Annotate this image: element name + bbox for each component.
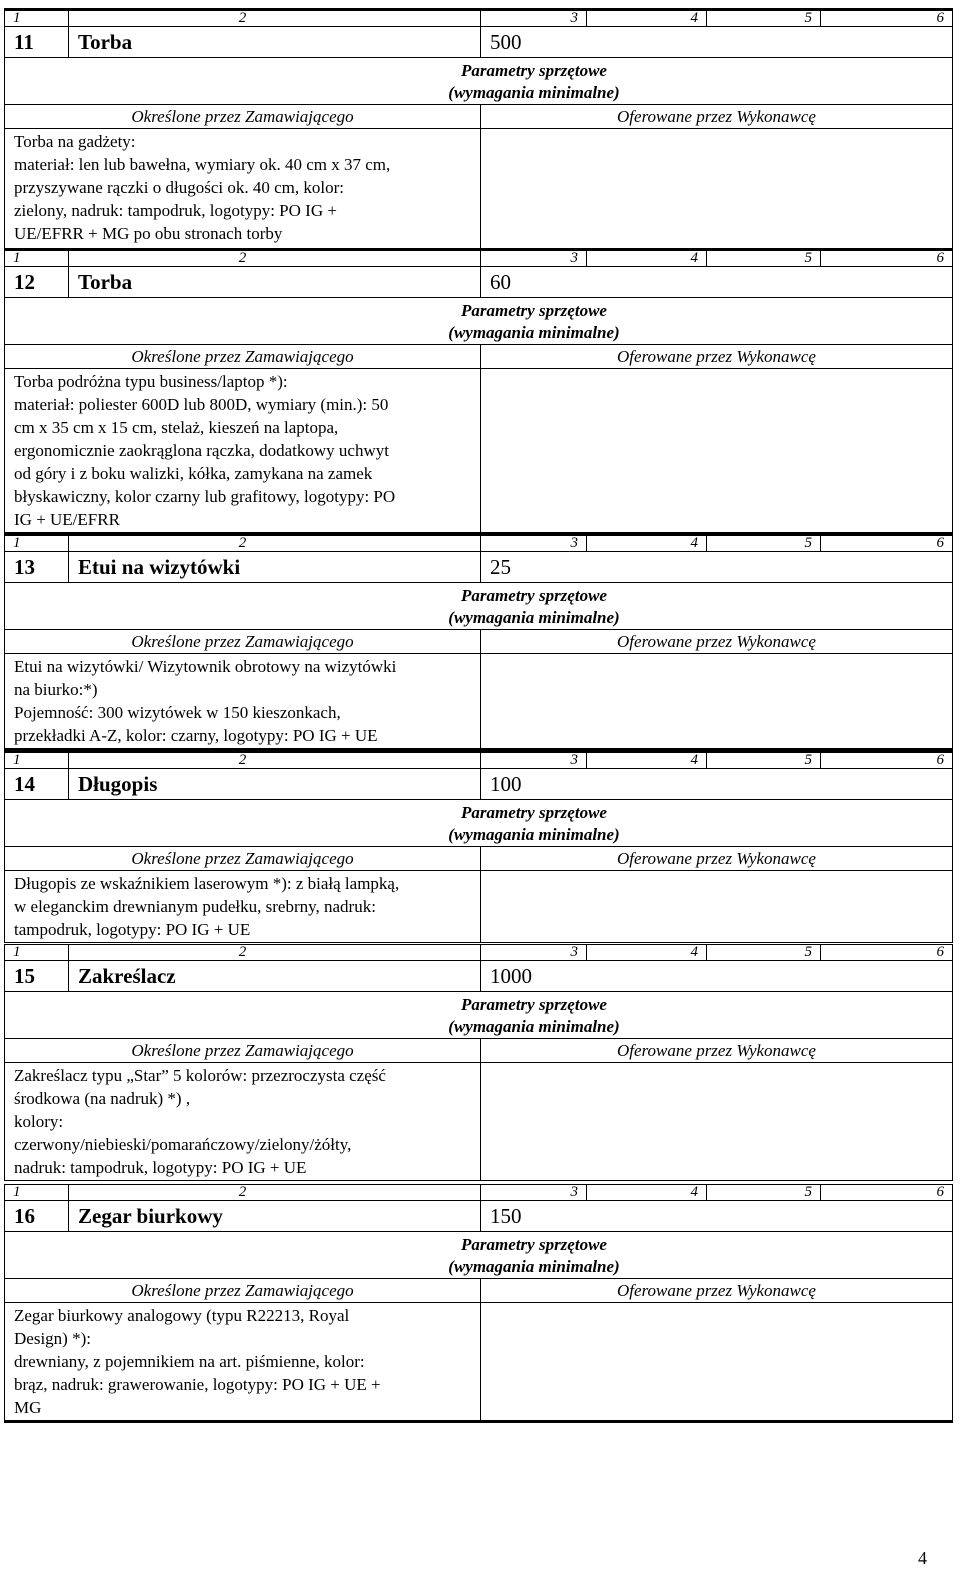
item-name: Zakreślacz (69, 961, 481, 992)
col-num-4: 4 (587, 10, 707, 27)
params-header (5, 800, 953, 847)
item-description (5, 369, 481, 534)
col-num-1: 1 (5, 945, 69, 961)
col-num-1: 1 (5, 10, 69, 27)
params-row (5, 298, 953, 345)
heads-row (5, 345, 953, 369)
desc-line: przekładki A-Z, kolor: czarny, logotypy: PO IG + UE (14, 726, 378, 745)
params-header (5, 298, 953, 345)
item-quantity: 1000 (481, 961, 953, 992)
item-number: 15 (5, 961, 69, 992)
item-name: Torba (69, 27, 481, 58)
params-line-1: Parametry sprzętowe (461, 586, 607, 605)
offered-value-cell (481, 871, 953, 943)
col-num-2: 2 (69, 535, 481, 552)
col-num-2: 2 (69, 752, 481, 769)
head-ordered-by-client: Określone przez Zamawiającego (5, 630, 481, 654)
params-row (5, 800, 953, 847)
offered-value-cell (481, 1303, 953, 1422)
page-number: 4 (918, 1548, 927, 1568)
desc-row (5, 129, 953, 250)
col-num-5: 5 (707, 752, 821, 769)
params-line-2: (wymagania minimalne) (448, 608, 620, 627)
heads-row (5, 847, 953, 871)
desc-line: Pojemność: 300 wizytówek w 150 kieszonkach, (14, 703, 341, 722)
params-line-2: (wymagania minimalne) (448, 323, 620, 342)
head-ordered-by-client: Określone przez Zamawiającego (5, 105, 481, 129)
desc-line: w eleganckim drewnianym pudełku, srebrny, nadruk: (14, 897, 376, 916)
params-header (5, 1232, 953, 1279)
col-num-2: 2 (69, 945, 481, 961)
head-offered-by-contractor: Oferowane przez Wykonawcę (481, 1279, 953, 1303)
desc-line: Torba podróżna typu business/laptop *): (14, 372, 288, 391)
desc-line: ergonomicznie zaokrąglona rączka, dodatkowy uchwyt (14, 441, 389, 460)
offered-value-cell (481, 129, 953, 250)
head-ordered-by-client: Określone przez Zamawiającego (5, 1279, 481, 1303)
desc-line: brąz, nadruk: grawerowanie, logotypy: PO IG + UE + (14, 1375, 381, 1394)
item-number: 14 (5, 769, 69, 800)
desc-line: Torba na gadżety: (14, 132, 136, 151)
params-line-2: (wymagania minimalne) (448, 1257, 620, 1276)
head-ordered-by-client: Określone przez Zamawiającego (5, 847, 481, 871)
col-num-1: 1 (5, 250, 69, 267)
item-title-row (5, 552, 953, 583)
offered-value-cell (481, 654, 953, 750)
item-title-row (5, 267, 953, 298)
params-line-2: (wymagania minimalne) (448, 825, 620, 844)
col-num-6: 6 (821, 945, 953, 961)
params-line-1: Parametry sprzętowe (461, 301, 607, 320)
col-num-6: 6 (821, 752, 953, 769)
desc-line: Zegar biurkowy analogowy (typu R22213, Royal (14, 1306, 350, 1325)
col-num-2: 2 (69, 10, 481, 27)
desc-line: Design) *): (14, 1329, 91, 1348)
params-line-2: (wymagania minimalne) (448, 1017, 620, 1036)
params-header (5, 992, 953, 1039)
offered-value-cell (481, 369, 953, 534)
item-title-row (5, 769, 953, 800)
desc-line: materiał: poliester 600D lub 800D, wymiary (min.): 50 (14, 395, 389, 414)
params-line-1: Parametry sprzętowe (461, 803, 607, 822)
col-num-5: 5 (707, 535, 821, 552)
col-num-5: 5 (707, 1185, 821, 1201)
desc-line: nadruk: tampodruk, logotypy: PO IG + UE (14, 1158, 307, 1177)
heads-row (5, 1279, 953, 1303)
spec-table-item-16 (4, 1184, 953, 1423)
item-number: 11 (5, 27, 69, 58)
column-numbers-row (5, 1185, 953, 1201)
item-description (5, 1063, 481, 1181)
item-quantity: 60 (481, 267, 953, 298)
col-num-1: 1 (5, 752, 69, 769)
col-num-5: 5 (707, 250, 821, 267)
column-numbers-row (5, 250, 953, 267)
params-header (5, 58, 953, 105)
params-row (5, 992, 953, 1039)
col-num-3: 3 (481, 945, 587, 961)
item-title-row (5, 27, 953, 58)
column-numbers-row (5, 535, 953, 552)
item-name: Zegar biurkowy (69, 1201, 481, 1232)
column-numbers-row (5, 752, 953, 769)
desc-line: czerwony/niebieski/pomarańczowy/zielony/żółty, (14, 1135, 352, 1154)
spec-table-item-13 (4, 533, 953, 751)
col-num-6: 6 (821, 535, 953, 552)
desc-line: cm x 35 cm x 15 cm, stelaż, kieszeń na laptopa, (14, 418, 339, 437)
head-ordered-by-client: Określone przez Zamawiającego (5, 1039, 481, 1063)
item-title-row (5, 961, 953, 992)
desc-line: UE/EFRR + MG po obu stronach torby (14, 224, 283, 243)
col-num-2: 2 (69, 250, 481, 267)
item-number: 16 (5, 1201, 69, 1232)
desc-line: zielony, nadruk: tampodruk, logotypy: PO IG + (14, 201, 337, 220)
col-num-4: 4 (587, 1185, 707, 1201)
item-number: 13 (5, 552, 69, 583)
item-name: Torba (69, 267, 481, 298)
column-numbers-row (5, 945, 953, 961)
head-offered-by-contractor: Oferowane przez Wykonawcę (481, 847, 953, 871)
item-title-row (5, 1201, 953, 1232)
col-num-3: 3 (481, 10, 587, 27)
item-name: Długopis (69, 769, 481, 800)
desc-line: MG (14, 1398, 42, 1417)
desc-row (5, 654, 953, 750)
spec-table-item-12 (4, 248, 953, 535)
col-num-3: 3 (481, 535, 587, 552)
desc-line: od góry i z boku walizki, kółka, zamykana na zamek (14, 464, 373, 483)
params-line-1: Parametry sprzętowe (461, 995, 607, 1014)
desc-line: przyszywane rączki o długości ok. 40 cm, kolor: (14, 178, 344, 197)
col-num-4: 4 (587, 945, 707, 961)
item-description (5, 871, 481, 943)
params-line-1: Parametry sprzętowe (461, 61, 607, 80)
col-num-3: 3 (481, 752, 587, 769)
params-line-1: Parametry sprzętowe (461, 1235, 607, 1254)
col-num-2: 2 (69, 1185, 481, 1201)
col-num-3: 3 (481, 1185, 587, 1201)
item-quantity: 150 (481, 1201, 953, 1232)
offered-value-cell (481, 1063, 953, 1181)
col-num-6: 6 (821, 10, 953, 27)
head-offered-by-contractor: Oferowane przez Wykonawcę (481, 105, 953, 129)
heads-row (5, 630, 953, 654)
col-num-4: 4 (587, 752, 707, 769)
desc-line: IG + UE/EFRR (14, 510, 120, 529)
column-numbers-row (5, 10, 953, 27)
item-description (5, 654, 481, 750)
desc-row (5, 1063, 953, 1181)
col-num-1: 1 (5, 535, 69, 552)
heads-row (5, 105, 953, 129)
col-num-5: 5 (707, 945, 821, 961)
desc-row (5, 871, 953, 943)
params-row (5, 58, 953, 105)
item-description (5, 1303, 481, 1422)
params-row (5, 1232, 953, 1279)
desc-line: na biurko:*) (14, 680, 98, 699)
desc-row (5, 369, 953, 534)
desc-line: Etui na wizytówki/ Wizytownik obrotowy na wizytówki (14, 657, 397, 676)
col-num-3: 3 (481, 250, 587, 267)
head-ordered-by-client: Określone przez Zamawiającego (5, 345, 481, 369)
head-offered-by-contractor: Oferowane przez Wykonawcę (481, 1039, 953, 1063)
item-quantity: 100 (481, 769, 953, 800)
params-row (5, 583, 953, 630)
head-offered-by-contractor: Oferowane przez Wykonawcę (481, 345, 953, 369)
item-quantity: 500 (481, 27, 953, 58)
col-num-4: 4 (587, 250, 707, 267)
desc-line: kolory: (14, 1112, 64, 1131)
desc-line: materiał: len lub bawełna, wymiary ok. 40 cm x 37 cm, (14, 155, 391, 174)
desc-line: tampodruk, logotypy: PO IG + UE (14, 920, 251, 939)
item-quantity: 25 (481, 552, 953, 583)
col-num-6: 6 (821, 1185, 953, 1201)
head-offered-by-contractor: Oferowane przez Wykonawcę (481, 630, 953, 654)
desc-line: błyskawiczny, kolor czarny lub grafitowy, logotypy: PO (14, 487, 396, 506)
desc-line: Zakreślacz typu „Star” 5 kolorów: przezroczysta część (14, 1066, 386, 1085)
desc-line: Długopis ze wskaźnikiem laserowym *): z białą lampką, (14, 874, 400, 893)
item-name: Etui na wizytówki (69, 552, 481, 583)
desc-line: środkowa (na nadruk) *) , (14, 1089, 191, 1108)
params-header (5, 583, 953, 630)
col-num-5: 5 (707, 10, 821, 27)
desc-line: drewniany, z pojemnikiem na art. piśmienne, kolor: (14, 1352, 365, 1371)
item-description (5, 129, 481, 250)
spec-table-item-14 (4, 750, 953, 943)
heads-row (5, 1039, 953, 1063)
spec-table-item-11 (4, 8, 953, 251)
col-num-6: 6 (821, 250, 953, 267)
col-num-1: 1 (5, 1185, 69, 1201)
params-line-2: (wymagania minimalne) (448, 83, 620, 102)
col-num-4: 4 (587, 535, 707, 552)
desc-row (5, 1303, 953, 1422)
item-number: 12 (5, 267, 69, 298)
spec-table-item-15 (4, 944, 953, 1181)
